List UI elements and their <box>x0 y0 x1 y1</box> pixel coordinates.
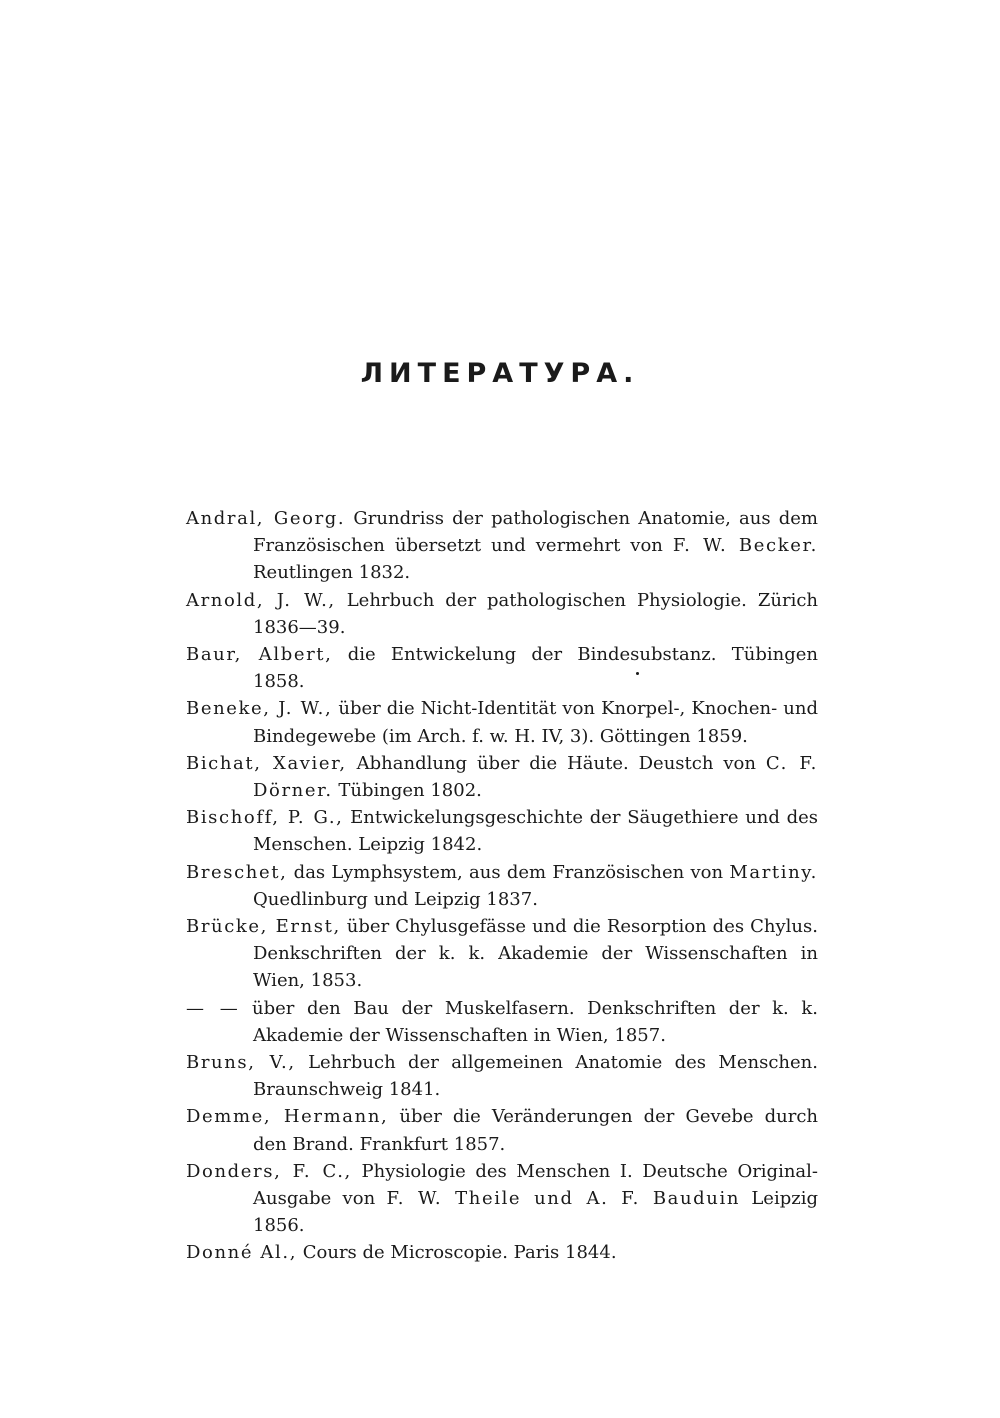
entry-text: über Chylusgefässe und die Resorption des Chylus. Denkschriften der k. k. Akademie der Wissenschaften in Wien, 1853. <box>253 916 818 992</box>
entry-author: Donders, F. C., <box>186 1160 352 1182</box>
bibliography-entry <box>186 750 818 804</box>
entry-text: über die Veränderungen der Gevebe durch den Brand. Frankfurt 1857. <box>253 1106 818 1155</box>
bibliography-entry <box>186 1049 818 1103</box>
entry-author: Donné Al., <box>186 1242 298 1264</box>
entry-author: Bischoff, P. G., <box>186 807 344 829</box>
ink-speck <box>636 672 639 675</box>
entry-author: Brücke, Ernst, <box>186 916 341 938</box>
entry-author: Beneke, J. W., <box>186 698 333 720</box>
entry-author: Breschet, <box>186 861 288 883</box>
entry-text: über den Bau der Muskelfasern. Denkschriften der k. k. Akademie der Wissenschaften in Wien, 1857. <box>239 997 818 1046</box>
bibliography-entry <box>186 1239 818 1266</box>
entry-tail: Quedlinburg und Leipzig 1837. <box>253 888 538 910</box>
bibliography-entry <box>186 859 818 913</box>
bibliography-entry <box>186 1158 818 1240</box>
entry-tail: Leipzig 1856. <box>253 1188 818 1237</box>
entry-author: Andral, Georg. <box>186 508 346 529</box>
entry-tail: Reutlingen 1832. <box>253 562 411 584</box>
bibliography-entry <box>186 695 818 749</box>
entry-editor: F. W. Theile und A. F. Bauduin <box>386 1188 741 1210</box>
entry-text: Lehrbuch der allgemeinen Anatomie des Menschen. Braunschweig 1841. <box>253 1052 818 1101</box>
entry-author: — — <box>186 997 240 1019</box>
entry-text: Cours de Microscopie. Paris 1844. <box>297 1242 617 1264</box>
bibliography-entry <box>186 1103 818 1157</box>
entry-text: das Lymphsystem, aus dem Französischen von <box>287 861 730 883</box>
entry-text: Physiologie des Menschen I. Deutsche Original-Ausgabe von <box>253 1160 819 1210</box>
entry-text: über die Nicht-Identität von Knorpel-, Knochen- und Bindegewebe (im Arch. f. w. H. IV, 3). Göttingen 1859. <box>253 698 818 747</box>
entry-text: Grundriss der pathologischen Anatomie, aus dem Französischen übersetzt und vermehrt von <box>253 508 818 557</box>
entry-author: Demme, Hermann, <box>186 1106 389 1128</box>
entry-author: Bichat, Xavier, <box>186 752 347 774</box>
page-title: ЛИТЕРАТУРА. <box>360 358 640 389</box>
entry-text: Abhandlung über die Häute. Deustch von <box>346 752 766 774</box>
bibliography-list <box>186 505 818 1267</box>
bibliography-entry <box>186 804 818 858</box>
entry-editor: Martiny. <box>729 861 818 883</box>
bibliography-entry <box>186 641 818 695</box>
entry-text: Lehrbuch der pathologischen Physiologie. Zürich 1836—39. <box>253 589 819 638</box>
entry-editor: C. F. Dörner. <box>253 752 819 802</box>
bibliography-entry <box>186 587 818 641</box>
entry-author: Baur, Albert, <box>186 644 333 666</box>
entry-text: die Entwickelung der Bindesubstanz. Tübingen 1858. <box>253 644 818 693</box>
entry-tail: Tübingen 1802. <box>332 780 482 802</box>
entry-text: Entwickelungsgeschichte der Säugethiere und des Menschen. Leipzig 1842. <box>253 807 818 856</box>
bibliography-entry <box>186 995 818 1049</box>
entry-editor: F. W. Becker. <box>672 535 818 557</box>
entry-author: Arnold, J. W., <box>186 589 336 611</box>
bibliography-entry <box>186 505 818 587</box>
entry-author: Bruns, V., <box>186 1052 296 1074</box>
bibliography-entry <box>186 913 818 995</box>
